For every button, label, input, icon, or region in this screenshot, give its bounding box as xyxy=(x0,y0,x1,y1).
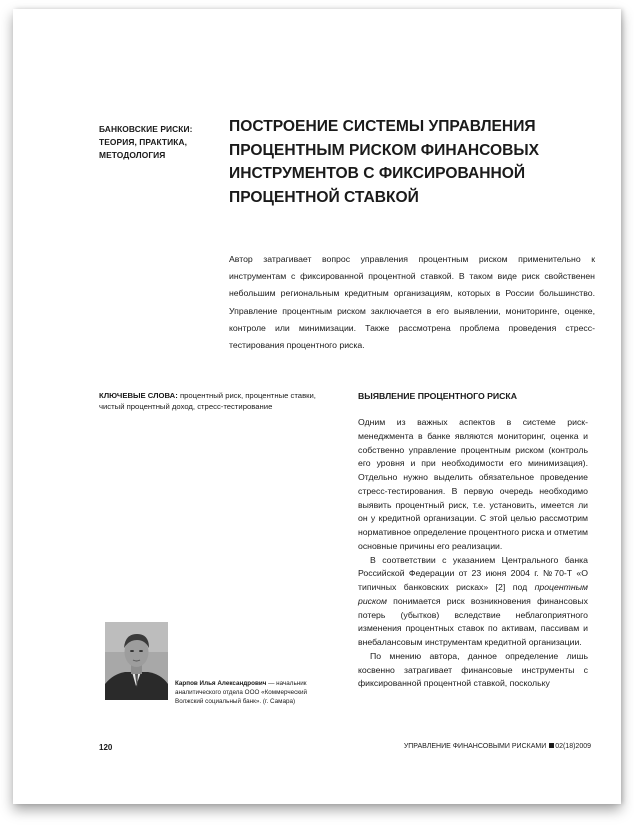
journal-page xyxy=(13,9,621,804)
paragraph-2-end: понимается риск возникновения финансовых потерь (убытков) вследствие неблагоприятного изменения процентных ставок по активам, пассивам и внебалансовым инструментам кредитной организации. xyxy=(358,595,588,647)
author-bio: — начальник аналитического отдела ООО «Коммерческий Волжский социальный банк». (г. Самара) xyxy=(175,680,308,705)
author-name: Карпов Илья Александрович xyxy=(175,680,267,687)
article-abstract: Автор затрагивает вопрос управления процентным риском применительно к инструментам с фиксированной процентной ставкой. В таком виде риск свойственен небольшим региональным кредитным организациям, которых в России большинство. Управление процентным риском заключается в его выявлении, мониторинге, оценке, контроле или минимизации. Также рассмотрена проблема проведения стресс-тестирования процентного риска. xyxy=(229,254,595,351)
journal-footer xyxy=(391,743,591,750)
paragraph-1: Одним из важных аспектов в системе риск-менеджмента в банке являются мониторинг, оценка и собственно управление процентным риском (контроль его уровня и при необходимости его минимизация). Отдельно нужно выделить обязательное проведение стресс-тестирования. В первую очередь необходимо выявить процентный риск, т.е. установить, имеется ли он у кредитной организации. С этой целью рассмотрим нормативное определение процентного риска и отметим основные причины его реализации. xyxy=(358,417,588,551)
body-text xyxy=(358,416,588,691)
author-photo xyxy=(105,622,168,700)
section-heading: ВЫЯВЛЕНИЕ ПРОЦЕНТНОГО РИСКА xyxy=(358,391,518,401)
keywords-label: КЛЮЧЕВЫЕ СЛОВА: xyxy=(99,391,178,400)
rubric-label: БАНКОВСКИЕ РИСКИ: ТЕОРИЯ, ПРАКТИКА, МЕТОДОЛОГИЯ xyxy=(99,124,193,160)
journal-name: УПРАВЛЕНИЕ ФИНАНСОВЫМИ РИСКАМИ xyxy=(403,743,547,750)
author-info xyxy=(175,679,335,706)
page-number: 120 xyxy=(99,743,113,752)
paragraph-2-start: В соответствии с указанием Центрального банка Российской Федерации от 23 июня 2004 г. №70-Т «О типичных банковских рисках» [2] под xyxy=(358,554,588,592)
keywords-text: процентный риск, процентные ставки, чистый процентный доход, стресс-тестирование xyxy=(99,391,316,411)
square-bullet-icon xyxy=(549,743,554,748)
article-title: ПОСТРОЕНИЕ СИСТЕМЫ УПРАВЛЕНИЯ ПРОЦЕНТНЫМ РИСКОМ ФИНАНСОВЫХ ИНСТРУМЕНТОВ С ФИКСИРОВАННОЙ ПРОЦЕНТНОЙ СТАВКОЙ xyxy=(229,118,540,206)
keywords xyxy=(99,390,334,412)
journal-issue: 02(18)2009 xyxy=(555,743,591,750)
emphasized-term: процентным риском xyxy=(358,582,588,606)
paragraph-2 xyxy=(358,554,588,650)
paragraph-3: По мнению автора, данное определение лишь косвенно затрагивает финансовые инструменты с фиксированной процентной ставкой, поскольку xyxy=(358,650,588,689)
